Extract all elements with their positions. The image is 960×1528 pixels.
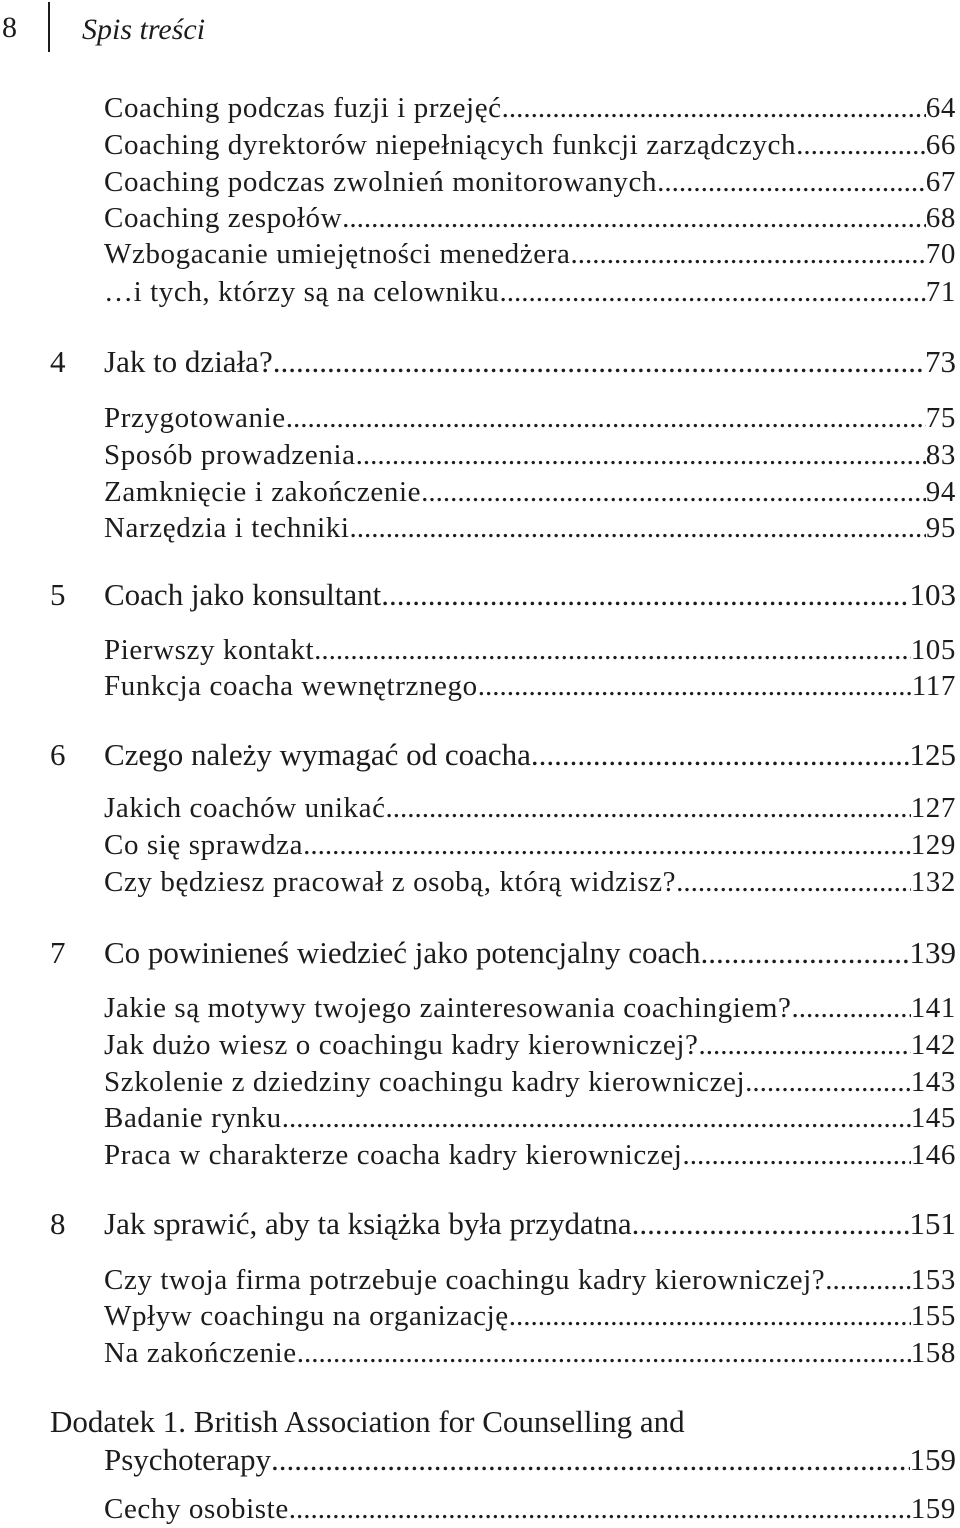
toc-entry-page: 142 <box>910 1029 956 1061</box>
chapter-number: 8 <box>50 1206 66 1241</box>
toc-entry-page: 70 <box>925 238 956 270</box>
toc-chapter-title: Jak to działa? <box>104 344 273 379</box>
toc-entry <box>0 164 956 200</box>
chapter-number: 5 <box>50 577 66 612</box>
dot-leader <box>682 1137 910 1173</box>
toc-entry-title: …i tych, którzy są na celowniku <box>104 276 500 308</box>
toc-entry <box>0 827 956 863</box>
toc-entry-page: 117 <box>911 670 956 702</box>
toc-entry-title: Badanie rynku <box>104 1102 282 1134</box>
toc-entry-page: 159 <box>910 1493 956 1525</box>
toc-entry-page: 127 <box>910 792 956 824</box>
toc-entry-title: Co się sprawdza <box>104 829 304 861</box>
dot-leader <box>825 1262 910 1298</box>
dot-leader <box>381 576 909 614</box>
toc-entry <box>0 1262 956 1298</box>
toc-entry <box>0 1064 956 1100</box>
page-header <box>0 0 960 60</box>
toc-entry <box>0 510 956 546</box>
toc-chapter <box>0 736 956 774</box>
toc-entry <box>0 236 956 272</box>
toc-entry-page: 139 <box>909 935 956 970</box>
dot-leader <box>289 1491 911 1527</box>
dot-leader <box>570 236 925 272</box>
toc-entry-title: Pierwszy kontakt <box>104 634 315 666</box>
toc-entry-page: 155 <box>910 1300 956 1332</box>
toc-entry-page: 68 <box>925 202 956 234</box>
dot-leader <box>286 400 926 436</box>
toc-entry-page: 158 <box>910 1337 956 1369</box>
toc-entry-page: 73 <box>925 344 956 379</box>
dot-leader <box>386 790 911 826</box>
toc-entry <box>0 1100 956 1136</box>
dot-leader <box>701 934 910 972</box>
toc-entry-page: 75 <box>925 402 956 434</box>
toc-entry-page: 94 <box>925 476 956 508</box>
toc-entry-title: Cechy osobiste <box>104 1493 289 1525</box>
dot-leader <box>478 668 912 704</box>
toc-entry <box>0 1335 956 1371</box>
chapter-number: 7 <box>50 935 66 970</box>
toc-entry-title: Coaching podczas zwolnień monitorowanych <box>104 166 658 198</box>
toc-entry <box>0 1491 956 1527</box>
dot-leader <box>350 510 926 546</box>
toc-entry-page: 141 <box>910 992 956 1024</box>
toc-entry-page: 71 <box>925 276 956 308</box>
dot-leader <box>282 1100 911 1136</box>
dot-leader <box>500 274 926 310</box>
page-number: 8 <box>2 11 17 44</box>
toc-chapter-title: Czego należy wymagać od coacha <box>104 737 531 772</box>
dot-leader <box>271 1441 909 1479</box>
toc-entry-page: 67 <box>925 166 956 198</box>
toc-entry <box>0 864 956 900</box>
toc-entry-title: Sposób prowadzenia <box>104 439 356 471</box>
dot-leader <box>796 127 926 163</box>
header-divider <box>48 2 50 52</box>
toc-entry-page: 83 <box>925 439 956 471</box>
dot-leader <box>676 864 911 900</box>
running-title: Spis treści <box>82 13 206 46</box>
dot-leader <box>342 200 926 236</box>
toc-entry <box>0 1298 956 1334</box>
toc-entry-title: Czy twoja firma potrzebuje coachingu kadry kierowniczej? <box>104 1264 826 1296</box>
dot-leader <box>421 474 926 510</box>
toc-entry-page: 129 <box>910 829 956 861</box>
toc-entry-title: Coaching zespołów <box>104 202 343 234</box>
toc-entry <box>0 668 956 704</box>
dot-leader <box>297 1335 911 1371</box>
toc-entry-title: Wzbogacanie umiejętności menedżera <box>104 238 571 270</box>
dot-leader <box>632 1205 910 1243</box>
toc-entry-title: Czy będziesz pracował z osobą, którą widzisz? <box>104 866 677 898</box>
toc-entry <box>0 474 956 510</box>
toc-entry-title: Jak dużo wiesz o coachingu kadry kierowniczej? <box>104 1029 699 1061</box>
toc-entry-page: 145 <box>910 1102 956 1134</box>
toc-entry <box>0 200 956 236</box>
toc-entry-page: 132 <box>910 866 956 898</box>
dot-leader <box>303 827 911 863</box>
toc-entry-page: 143 <box>910 1066 956 1098</box>
toc-entry <box>0 437 956 473</box>
chapter-number: 6 <box>50 737 66 772</box>
toc-entry <box>0 790 956 826</box>
toc-entry-page: 153 <box>910 1264 956 1296</box>
toc-entry-title: Jakie są motywy twojego zainteresowania coachingiem? <box>104 992 792 1024</box>
toc-entry <box>0 90 956 126</box>
dot-leader <box>657 164 926 200</box>
toc-entry <box>0 274 956 310</box>
toc-entry-title: Wpływ coachingu na organizację <box>104 1300 509 1332</box>
dot-leader <box>792 990 911 1026</box>
toc-entry <box>0 1027 956 1063</box>
toc-entry-title: Praca w charakterze coacha kadry kierowniczej <box>104 1139 683 1171</box>
toc-appendix-title: Psychoterapy <box>104 1442 272 1477</box>
toc-entry-title: Narzędzia i techniki <box>104 512 350 544</box>
dot-leader <box>502 90 926 126</box>
toc-entry-title: Przygotowanie <box>104 402 286 434</box>
toc-entry-page: 125 <box>909 737 956 772</box>
chapter-number: 4 <box>50 344 66 379</box>
toc-entry-page: 64 <box>925 92 956 124</box>
toc-chapter <box>0 1205 956 1243</box>
toc-entry <box>0 127 956 163</box>
toc-chapter-title: Co powinieneś wiedzieć jako potencjalny coach <box>104 935 701 970</box>
toc-entry-page: 66 <box>925 129 956 161</box>
toc-entry-page: 159 <box>909 1442 956 1477</box>
toc-entry-title: Coaching dyrektorów niepełniących funkcji zarządczych <box>104 129 797 161</box>
toc-chapter <box>0 576 956 614</box>
toc-entry <box>0 1137 956 1173</box>
toc-entry-title: Jakich coachów unikać <box>104 792 386 824</box>
toc-entry-title: Coaching podczas fuzji i przejęć <box>104 92 502 124</box>
toc-chapter-title: Jak sprawić, aby ta książka była przydatna <box>104 1206 632 1241</box>
toc-entry-page: 146 <box>910 1139 956 1171</box>
dot-leader <box>356 437 926 473</box>
toc-appendix <box>0 1441 956 1479</box>
toc-entry-page: 105 <box>910 634 956 666</box>
toc-chapter-title: Coach jako konsultant <box>104 577 382 612</box>
toc-entry-title: Szkolenie z dziedziny coachingu kadry kierowniczej <box>104 1066 746 1098</box>
toc-entry <box>0 400 956 436</box>
dot-leader <box>699 1027 911 1063</box>
dot-leader <box>745 1064 911 1100</box>
toc-chapter <box>0 343 956 381</box>
toc-chapter <box>0 934 956 972</box>
toc-entry <box>0 632 956 668</box>
toc-entry <box>0 990 956 1026</box>
toc-entry-title: Funkcja coacha wewnętrznego <box>104 670 478 702</box>
toc-entry-page: 151 <box>909 1206 956 1241</box>
dot-leader <box>531 736 910 774</box>
dot-leader <box>273 343 925 381</box>
toc-entry-page: 103 <box>909 577 956 612</box>
toc-entry-page: 95 <box>925 512 956 544</box>
dot-leader <box>509 1298 911 1334</box>
toc-entry-title: Na zakończenie <box>104 1337 297 1369</box>
dot-leader <box>314 632 911 668</box>
appendix-title: Dodatek 1. British Association for Counselling and <box>50 1404 685 1439</box>
toc-entry-title: Zamknięcie i zakończenie <box>104 476 422 508</box>
